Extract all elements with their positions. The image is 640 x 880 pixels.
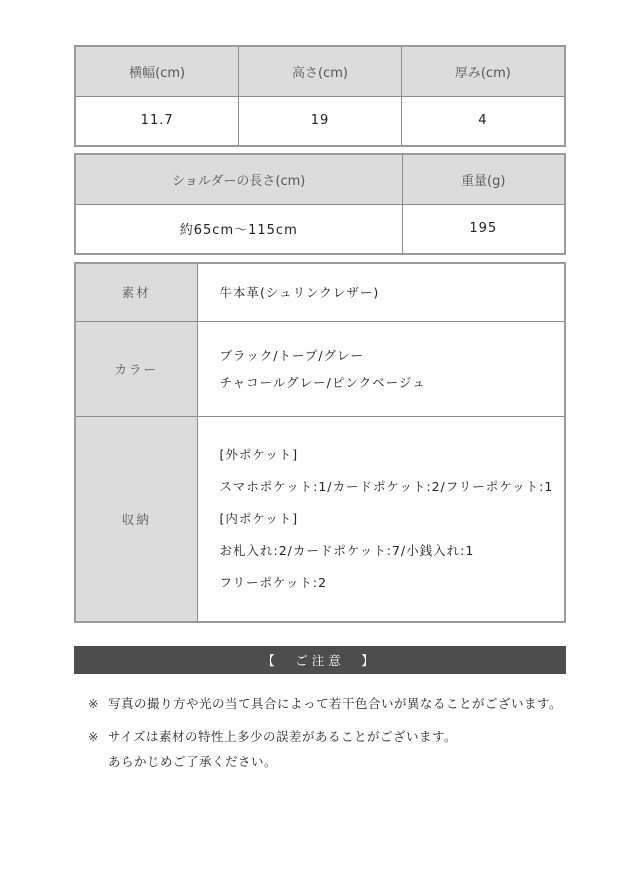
value-storage: [197, 416, 565, 622]
colors-line-1: ブラック/トープ/グレー: [219, 347, 365, 363]
storage-inner-heading: [内ポケット]: [219, 510, 299, 526]
notice-continuation: あらかじめご了承ください。: [108, 754, 278, 769]
value-width: 11.7: [75, 96, 239, 146]
label-storage: 収納: [75, 416, 197, 622]
table-row-colors: [75, 321, 565, 416]
note-mark-icon: ※: [88, 729, 99, 744]
notice-title: 【 ご注意 】: [262, 653, 378, 668]
value-height: 19: [239, 96, 401, 146]
header-depth: 厚み(cm): [401, 46, 565, 96]
table-row: [75, 96, 565, 146]
details-table: [74, 262, 566, 623]
value-weight: 195: [402, 204, 565, 254]
header-height: 高さ(cm): [239, 46, 401, 96]
value-depth: 4: [401, 96, 565, 146]
label-colors: カラー: [75, 321, 197, 416]
strap-weight-table: [74, 153, 566, 255]
material-text: 牛本革(シュリンクレザー): [219, 284, 380, 300]
note-mark-icon: ※: [88, 696, 99, 711]
table-row-storage: [75, 416, 565, 622]
storage-free-pocket: フリーポケット:2: [219, 574, 328, 590]
header-strap-length: ショルダーの長さ(cm): [75, 154, 402, 204]
notice-text: サイズは素材の特性上多少の誤差があることがございます。: [108, 729, 458, 744]
table-header-row: [75, 154, 565, 204]
colors-line-2: チャコールグレー/ピンクベージュ: [219, 374, 426, 390]
notice-text: 写真の撮り方や光の当て具合によって若干色合いが異なることがございます。: [108, 696, 563, 711]
value-material: [197, 263, 565, 321]
table-row: [75, 204, 565, 254]
notice-item: [88, 727, 457, 745]
dimensions-table: [74, 45, 566, 147]
value-colors: [197, 321, 565, 416]
table-header-row: [75, 46, 565, 96]
notice-header: [74, 646, 566, 674]
header-width: 横幅(cm): [75, 46, 239, 96]
value-strap-length: 約65cm〜115cm: [75, 204, 402, 254]
label-material: 素材: [75, 263, 197, 321]
header-weight: 重量(g): [402, 154, 565, 204]
storage-inner-pockets: お札入れ:2/カードポケット:7/小銭入れ:1: [219, 542, 475, 558]
storage-outer-pockets: スマホポケット:1/カードポケット:2/フリーポケット:1: [219, 478, 554, 494]
storage-outer-heading: [外ポケット]: [219, 446, 299, 462]
notice-item: [88, 694, 562, 712]
table-row-material: [75, 263, 565, 321]
